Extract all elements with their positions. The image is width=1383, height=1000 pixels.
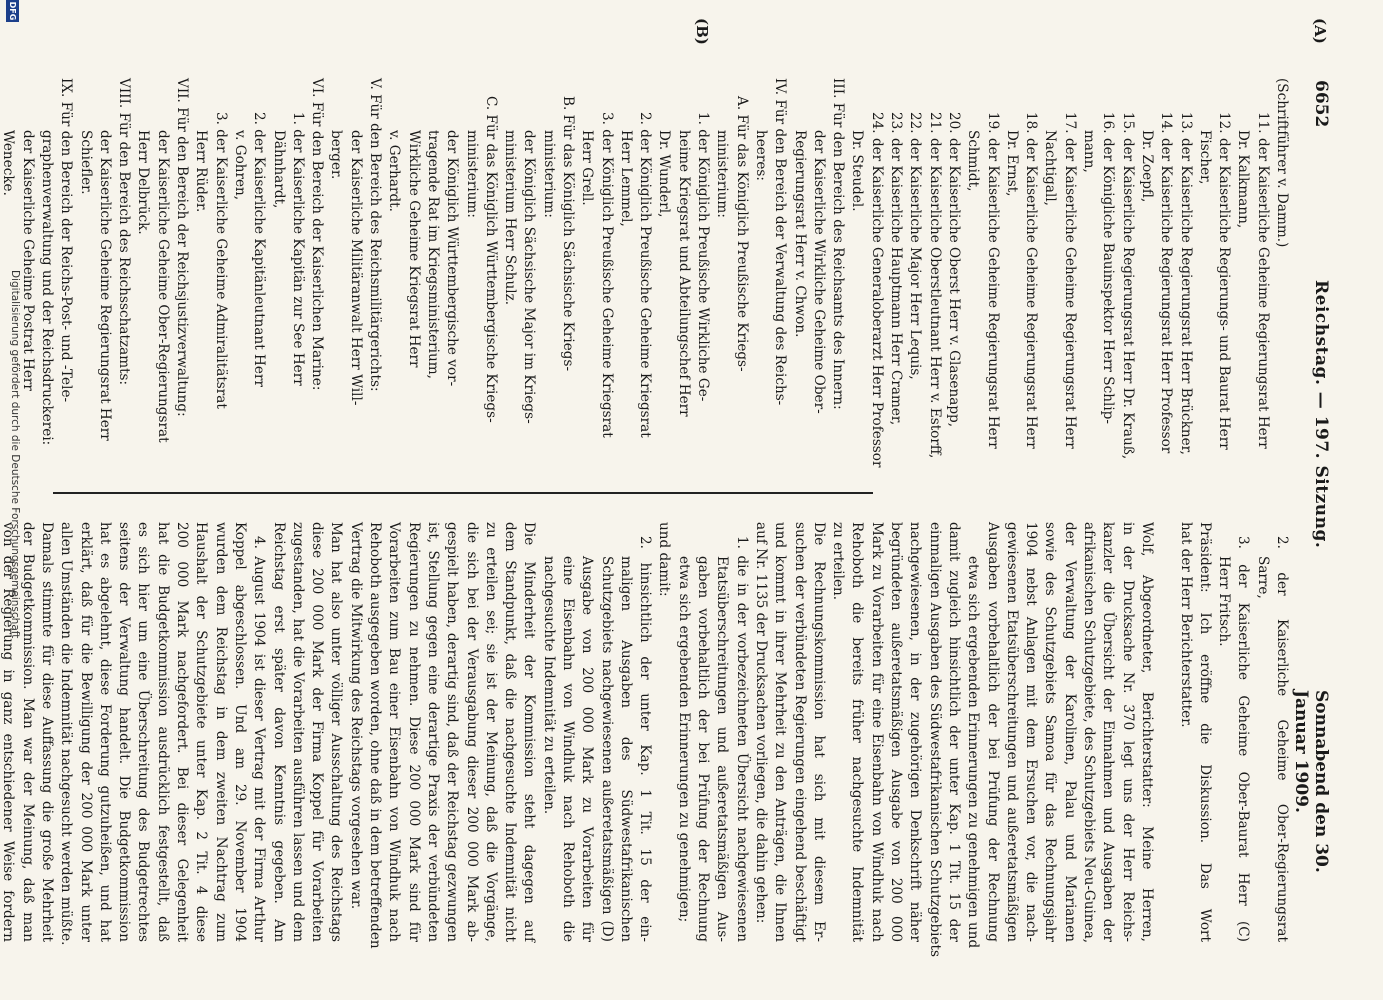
right-text-line: und kommt in ihrer Mehrheit zu den Anträgen, die Ihnen [772, 522, 789, 942]
right-text-line: hat die Budgetkommission ausdrücklich festgestellt, daß [154, 522, 171, 942]
left-text-line: VII. Für den Bereich der Reichsjustizverwaltung: [174, 78, 191, 417]
right-text-line: in der Drucksache Nr. 370 legt uns der Herr Reichs- [1119, 522, 1136, 942]
left-text-line: Dähnhardt, [270, 130, 287, 209]
right-text-line: hat der Herr Berichterstatter. [1177, 522, 1194, 728]
left-text-line: der Kaiserliche Geheime Regierungsrat Herr [96, 130, 113, 441]
right-text-line: etwa sich ergebenden Erinnerungen zu genehmigen und [965, 556, 982, 949]
margin-label-a: (A) [1311, 18, 1329, 44]
left-text-line: ministerium Herr Schulz. [502, 130, 519, 306]
left-text-line: 3. der Königlich Preußische Geheime Kriegsrat [598, 112, 615, 438]
left-text-line: Schmidt, [965, 130, 982, 192]
left-text-line: der Kaiserliche Geheime Ober-Regierungsrat [154, 130, 171, 443]
left-text-line: 3. der Kaiserliche Geheime Admiralitätsrat [212, 112, 229, 409]
left-text-line: 11. der Kaiserliche Geheime Regierungsrat Herr [1254, 112, 1271, 449]
right-text-line: Vertrag die Mitwirkung des Reichstags vorgesehen war. [347, 522, 364, 910]
right-text-line: gaben vorbehaltlich der bei Prüfung der Rechnung [695, 556, 712, 942]
left-text-line: V. Für den Bereich des Reichsmilitärgerichts: [367, 78, 384, 392]
left-text-line: berger. [328, 130, 345, 180]
right-text-line: gewiesenen Etatsüberschreitungen und außeretatsmäßigen [1003, 522, 1020, 942]
left-text-line: tragende Rat im Kriegsministerium, [424, 130, 441, 379]
right-text-line: Haushalt der Schutzgebiete unter Kap. 2 Tit. 4 diese [193, 522, 210, 942]
left-text-line: Dr. Wunderl, [656, 130, 673, 218]
left-text-line: VIII. Für den Bereich des Reichsschatzamts: [116, 78, 133, 386]
left-text-line: 13. der Kaiserliche Regierungsrat Herr Brückner, [1177, 112, 1194, 455]
left-text-line: IV. Für den Bereich der Verwaltung des Reichs- [772, 78, 789, 406]
left-text-line: B. Für das Königlich Sächsische Kriegs- [560, 96, 577, 372]
right-text-line: 1. die in der vorbezeichneten Übersicht nachgewiesenen [733, 536, 750, 942]
left-text-line: der Königlich Sächsische Major im Kriegs- [521, 130, 538, 424]
right-text-line: zu erteilen. [830, 522, 847, 601]
right-text-line: und damit: [656, 522, 673, 597]
left-text-line: 17. der Kaiserliche Geheime Regierungsrat Herr [1061, 112, 1078, 449]
left-text-line: 20. der Kaiserliche Oberst Herr v. Glasenapp, [945, 112, 962, 428]
right-text-line: damit zugleich hinsichtlich der unter Kap. 1 Tit. 15 der [945, 522, 962, 942]
left-text-line: IX. Für den Bereich der Reichs-Post- und -Tele- [58, 78, 75, 403]
right-text-line: von der Regierung in ganz entschiedener Weise fordern [0, 522, 17, 942]
right-text-line: einmaligen Ausgaben des Südwestafrikanischen Schutzgebiets [926, 522, 943, 957]
right-text-line [1156, 522, 1175, 942]
right-text-line: maligen Ausgaben des Südwestafrikanischen [617, 556, 634, 942]
right-text-line: Vorarbeiten zum Bau einer Eisenbahn von Windhuk nach [386, 522, 403, 942]
right-text-line: eine Eisenbahn von Windhuk nach Rehoboth die [560, 556, 577, 942]
right-text-line: Ausgaben vorbehaltlich der bei Prüfung der Rechnung [984, 522, 1001, 942]
right-text-line: Etatsüberschreitungen und außeretatsmäßigen Aus- [714, 556, 731, 942]
right-text-line: der Verwaltung der Karolinen, Palau und Marianen [1061, 522, 1078, 942]
left-text-line: 12. der Kaiserliche Regierungs- und Baurat Herr [1216, 112, 1233, 450]
header-title: Reichstag. — 197. Sitzung. [1311, 280, 1331, 549]
right-text-line: Rehoboth die bereits früher nachgesuchte Indemnität [849, 522, 866, 942]
digitization-credit: Digitalisierung gefördert durch die Deutsche Forschungsgemeinschaft [9, 270, 21, 639]
left-text-line: der Kaiserliche Wirkliche Geheime Ober- [810, 130, 827, 414]
left-text-line: Wenecke. [0, 130, 17, 196]
running-header [1291, 80, 1333, 940]
left-text-line: der Kaiserliche Militäranwalt Herr Will- [347, 130, 364, 406]
right-text-line: sowie des Schutzgebiets Samoa für das Rechnungsjahr [1042, 522, 1059, 942]
right-text-line: kanzler die Übersicht der Einnahmen und Ausgaben der [1100, 522, 1117, 942]
right-text-line: suchen der verbündeten Regierungen eingehend beschäftigt [791, 522, 808, 942]
right-text-line: Reichstag erst später davon Kenntnis gegeben. Am [270, 522, 287, 942]
right-text-line: diese 200 000 Mark der Firma Koppel für Vorarbeiten [309, 522, 326, 942]
right-text-line: hat es abgelehnt, diese Forderung gutzuheißen, und hat [96, 522, 113, 942]
right-text-line: 3. der Kaiserliche Geheime Ober-Baurat Herr (C) [1235, 536, 1252, 942]
left-text-line: A. Für das Königlich Preußische Kriegs- [733, 96, 750, 372]
left-text-line: 22. der Kaiserliche Major Herr Lequis, [907, 112, 924, 380]
left-text-line: Herr Delbrück. [135, 130, 152, 235]
left-text-line: mann, [1081, 130, 1098, 173]
left-text-line: der Königlich Württembergische vor- [444, 130, 461, 387]
right-text-line: Koppel abgeschlossen. Und am 29. November 1904 [231, 522, 248, 942]
header-date: Sonnabend den 30. Januar 1909. [1291, 690, 1331, 873]
right-text-line: Ausgabe von 200 000 Mark zu Vorarbeiten für [579, 556, 596, 942]
right-text-line: Regierungen zu nehmen. Diese 200 000 Mark sind für [405, 522, 422, 942]
left-text-line: heeres: [752, 130, 769, 181]
left-text-line: ministerium: [540, 130, 557, 218]
right-text-line: auf Nr. 1135 der Drucksachen vorliegen, die dahin gehen: [752, 522, 769, 924]
right-text-line: Sarre, [1254, 556, 1271, 599]
left-text-line: (Schriftführer v. Damm.) [1274, 78, 1290, 248]
left-text-line: heime Kriegsrat und Abteilungschef Herr [675, 130, 692, 417]
page-number: 6652 [1311, 80, 1331, 128]
left-text-line: 24. der Kaiserliche Generaloberarzt Herr Professor [868, 112, 885, 468]
right-text-line: Präsident: Ich eröffne die Diskussion. Das Wort [1196, 522, 1213, 942]
margin-label-b: (B) [693, 18, 711, 45]
left-text-line: 14. der Kaiserliche Regierungsrat Herr Professor [1158, 112, 1175, 454]
column-divider [53, 492, 873, 494]
left-text-line: 15. der Kaiserliche Regierungsrat Herr Dr. Krauß, [1119, 112, 1136, 460]
right-text-line: die sich bei der Verausgabung dieser 200 000 Mark ab- [463, 522, 480, 942]
left-text-line: Dr. Kalkmann, [1235, 130, 1252, 229]
right-text-line: zu erteilen sei; sie ist der Meinung, daß die Vorgänge, [482, 522, 499, 942]
right-text-line: zugestanden, hat die Vorarbeiten ausführen lassen und dem [289, 522, 306, 942]
right-text-line: Mark zu Vorarbeiten für eine Eisenbahn von Windhuk nach [868, 522, 885, 942]
right-text-line: begründeten außeretatsmäßigen Ausgabe von 200 000 [888, 522, 905, 942]
left-text-line: 23. der Kaiserliche Hauptmann Herr Cramer, [888, 112, 905, 426]
left-text-line: Herr Lemmel, [617, 130, 634, 227]
right-text-line: Man hat also unter völliger Ausschaltung des Reichstags [328, 522, 345, 942]
right-column [0, 522, 1291, 957]
left-text-line: v. Gerhardt. [386, 130, 403, 212]
left-text-line: Herr Rüder. [193, 130, 210, 213]
left-text-line: III. Für den Bereich des Reichsamts des Innern: [830, 78, 847, 410]
left-text-line: 21. der Kaiserliche Oberstleutnant Herr v. Estorff, [926, 112, 943, 459]
left-text-line: Dr. Steudel. [849, 130, 866, 212]
right-text-line: Rehoboth ausgegeben worden, ohne daß in dem betreffenden [367, 522, 384, 949]
left-text-line: C. Für das Königlich Württembergische Kriegs- [482, 96, 499, 423]
right-text-line: erklärt, daß für die Bewilligung der 200 000 Mark unter [77, 522, 94, 942]
right-text-line: 2. hinsichtlich der unter Kap. 1 Tit. 15 der ein- [637, 536, 654, 942]
left-text-line: 1. der Kaiserliche Kapitän zur See Herr [289, 112, 306, 386]
left-text-line: 16. der Königliche Bauinspektor Herr Schlip- [1100, 112, 1117, 424]
left-text-line: 18. der Kaiserliche Geheime Regierungsrat Herr [1023, 112, 1040, 449]
right-text-line: nachgesuchte Indemnität zu erteilen. [540, 556, 557, 815]
left-text-line: 2. der Königlich Preußische Geheime Kriegsrat [637, 112, 654, 438]
right-text-line: der Budgetkommission. Man war der Meinung, daß man [19, 522, 36, 942]
left-text-line: VI. Für den Bereich der Kaiserlichen Marine: [309, 78, 326, 391]
right-text-line: 2. der Kaiserliche Geheime Ober-Regierungsrat [1274, 536, 1290, 942]
right-text-line: Schutzgebiets nachgewiesenen außeretatsmäßigen (D) [598, 556, 615, 942]
right-text-line: seitens der Verwaltung handelt. Die Budgetkommission [116, 522, 133, 942]
left-text-line: 2. der Kaiserliche Kapitänleutnant Herr [251, 112, 268, 387]
left-text-line: 1. der Königlich Preußische Wirkliche Ge- [695, 112, 712, 402]
right-text-line: es sich hier um eine Überschreitung des Budgetrechtes [135, 522, 152, 942]
right-text-line: nachgewiesenen, in der zugehörigen Denkschrift näher [907, 522, 924, 942]
right-text-line: 4. August 1904 ist dieser Vertrag mit der Firma Arthur [251, 536, 268, 942]
right-text-line: Damals stimmte für diese Auffassung die große Mehrheit [39, 522, 55, 942]
left-text-line: Schiefler. [77, 130, 94, 195]
right-text-line: 200 000 Mark nachgefordert. Bei dieser Gelegenheit [174, 522, 191, 942]
left-text-line: Herr Grell. [579, 130, 596, 206]
right-text-line: ist, Stellung gegen eine derartige Praxis der verbündeten [424, 522, 441, 942]
right-text-line: gespielt haben, derartig sind, daß der Reichstag gezwungen [444, 522, 461, 942]
left-text-line: Dr. Zoepfl, [1138, 130, 1155, 203]
dfg-logo: DFG [8, 1, 17, 21]
right-text-line: etwa sich ergebenden Erinnerungen zu genehmigen; [675, 556, 692, 923]
left-text-line: Wirkliche Geheime Kriegsrat Herr [405, 130, 422, 368]
right-text-line: Die Minderheit der Kommission steht dagegen auf [521, 522, 538, 942]
right-text-line: Die Rechnungskommission hat sich mit diesem Er- [810, 522, 827, 942]
right-text-line: afrikanischen Schutzgebiete, des Schutzgebiets Neu-Guinea, [1081, 522, 1098, 944]
left-text-line: Fischer, [1196, 130, 1213, 185]
left-text-line: Dr. Ernst, [1003, 130, 1020, 197]
right-text-line: Wolf, Abgeordneter, Berichterstatter: Meine Herren, [1138, 522, 1155, 942]
right-text-line: Herr Fritsch. [1216, 556, 1233, 647]
right-text-line: allen Umständen die Indemnität nachgesucht werden müßte. [58, 522, 75, 946]
left-text-line: Regierungsrat Herr v. Chwon. [791, 130, 808, 338]
right-text-line: 1904 nebst Anlagen mit dem Ersuchen vor, die nach- [1023, 522, 1040, 942]
left-text-line: 19. der Kaiserliche Geheime Regierungsrat Herr [984, 112, 1001, 449]
left-text-line: graphenverwaltung und der Reichsdruckerei: [39, 130, 55, 446]
right-text-line: dem Standpunkt, daß die nachgesuchte Indemnität nicht [502, 522, 519, 942]
left-column [0, 60, 1291, 480]
left-text-line: v. Gohren, [231, 130, 248, 201]
left-text-line: Nachtigall, [1042, 130, 1059, 207]
right-text-line: wurden dem Reichstag in dem zweiten Nachtrag zum [212, 522, 229, 942]
left-text-line: ministerium: [463, 130, 480, 218]
left-text-line: der Kaiserliche Geheime Postrat Herr [19, 130, 36, 391]
left-text-line: ministerium: [714, 130, 731, 218]
